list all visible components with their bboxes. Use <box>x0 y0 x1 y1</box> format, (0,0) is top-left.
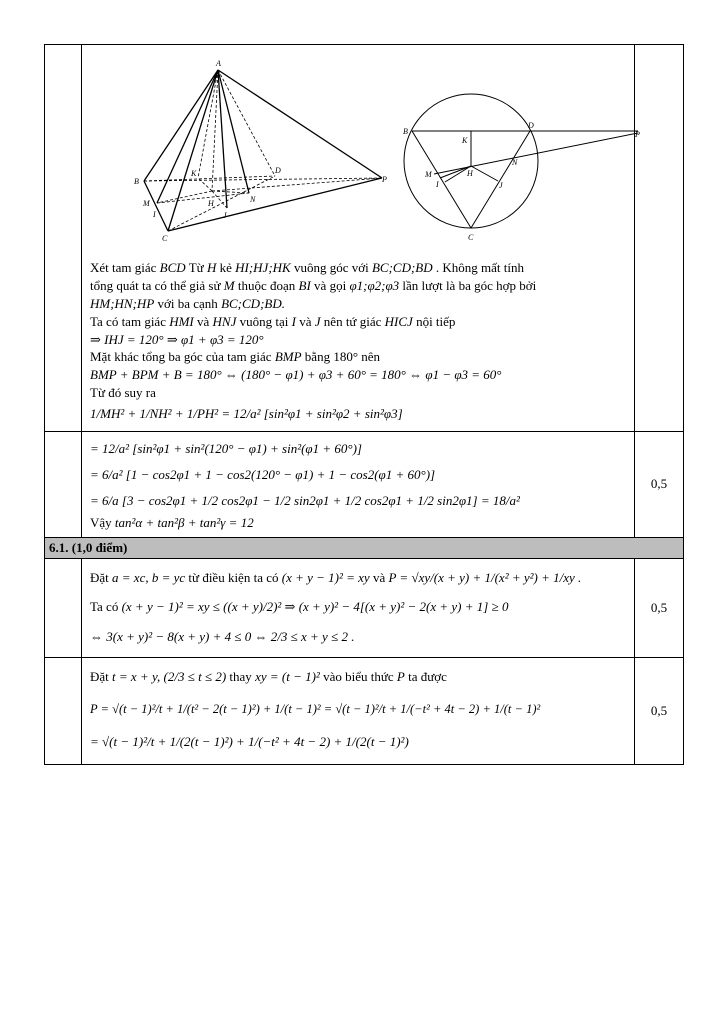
table-row <box>45 558 684 658</box>
pyramid-labels <box>134 59 387 243</box>
label-J: J <box>223 211 227 220</box>
label-N: N <box>250 195 256 204</box>
label-circle-M: M <box>425 170 432 179</box>
equation-range: ⇔ 3(x + y)² − 8(x + y) + 4 ≤ 0 ⇔ 2/3 ≤ x + y ≤ 2 . <box>90 629 355 645</box>
text-line: Đặt t = x + y, (2/3 ≤ t ≤ 2) thay xy = (t − 1)² vào biểu thức P ta được <box>90 669 447 685</box>
label-P: P <box>382 175 387 184</box>
table-row <box>45 432 684 538</box>
pyramid-and-circle-diagram <box>82 45 638 255</box>
equation-step-3: = 6/a [3 − cos2φ1 + 1/2 cos2φ1 − 1/2 sin2φ1 + 1/2 cos2φ1 + 1/2 sin2φ1] = 18/a² <box>90 492 520 508</box>
label-circle-B: B <box>403 127 408 136</box>
text-line: Mặt khác tổng ba góc của tam giác BMP bằng 180° nên <box>90 349 381 365</box>
text-line: tổng quát ta có thể giả sử M thuộc đoạn BI và gọi φ1;φ2;φ3 lần lượt là ba góc hợp bởi <box>90 277 537 293</box>
text-line: Ta có (x + y − 1)² = xy ≤ ((x + y)/2)² ⇒ (x + y)² − 4[(x + y)² − 2(x + y) + 1] ≥ 0 <box>90 599 509 615</box>
section-header <box>45 537 684 558</box>
solution-table <box>44 44 684 765</box>
label-A: A <box>216 59 221 68</box>
conclusion: Vậy tan²α + tan²β + tan²γ = 12 <box>90 514 254 530</box>
table-row <box>45 658 684 765</box>
label-C: C <box>162 234 168 243</box>
label-circle-I: I <box>436 180 439 189</box>
equation-step-2: = 6/a² [1 − cos2φ1 + 1 − cos2(120° − φ1) + 1 − cos2(φ1 + 60°)] <box>90 466 436 482</box>
label-circle-K: K <box>462 136 468 145</box>
equation-ihj: ⇒ IHJ = 120° ⇒ φ1 + φ3 = 120° <box>90 331 264 347</box>
label-circle-H: H <box>467 169 473 178</box>
solution-part-2 <box>82 432 635 538</box>
equation-sum-inverse-squares: 1/MH² + 1/NH² + 1/PH² = 12/a² [sin²φ1 + sin²φ2 + sin²φ3] <box>90 406 403 422</box>
section-title: 6.1. (1,0 điểm) <box>45 537 684 558</box>
circle-labels <box>403 121 640 242</box>
equation-p-split: = √(t − 1)²/t + 1/(2(t − 1)²) + 1/(−t² + 4t − 2) + 1/(2(t − 1)²) <box>90 734 409 750</box>
label-I: I <box>153 210 156 219</box>
geometry-figure <box>82 45 640 255</box>
label-D: D <box>275 166 281 175</box>
solution-part-3 <box>82 558 635 658</box>
label-H: H <box>208 199 214 208</box>
label-circle-D: D <box>528 121 534 130</box>
solution-part-1 <box>82 45 640 432</box>
equation-p-substituted: P = √(t − 1)²/t + 1/(t² − 2(t − 1)²) + 1/(t − 1)² = √(t − 1)²/t + 1/(−t² + 4t − 2) + 1/(t − 1)² <box>90 702 541 717</box>
answer-sheet <box>44 44 684 765</box>
text-line: Xét tam giác BCD Từ H kẻ HI;HJ;HK vuông góc với BC;CD;BD . Không mất tính <box>90 260 524 275</box>
text-line: HM;HN;HP với ba cạnh BC;CD;BD. <box>90 295 285 311</box>
score-cell: 0,5 <box>635 658 684 765</box>
score-cell: 0,5 <box>635 432 684 538</box>
solution-part-4 <box>82 658 635 765</box>
text-line: Đặt a = xc, b = yc từ điều kiện ta có (x + y − 1)² = xy và P = √xy/(x + y) + 1/(x² + y²) + 1/xy . <box>90 569 582 585</box>
text-line: Từ đó suy ra <box>90 385 156 401</box>
label-M: M <box>143 199 150 208</box>
equation-angle-sum: BMP + BPM + B = 180° ⇔ (180° − φ1) + φ3 + 60° = 180° ⇔ φ1 − φ3 = 60° <box>90 367 502 383</box>
part-1-text <box>82 255 634 431</box>
label-circle-P: P <box>635 130 640 139</box>
table-row <box>45 45 684 432</box>
text-line: Ta có tam giác HMI và HNJ vuông tại I và J nên tứ giác HICJ nội tiếp <box>90 313 456 329</box>
label-circle-C: C <box>468 233 474 242</box>
label-circle-N: N <box>512 158 518 167</box>
score-cell: 0,5 <box>635 558 684 658</box>
equation-step-1: = 12/a² [sin²φ1 + sin²(120° − φ1) + sin²(φ1 + 60°)] <box>90 441 362 457</box>
label-K: K <box>191 169 197 178</box>
label-circle-J: J <box>499 181 503 190</box>
label-B: B <box>134 177 139 186</box>
